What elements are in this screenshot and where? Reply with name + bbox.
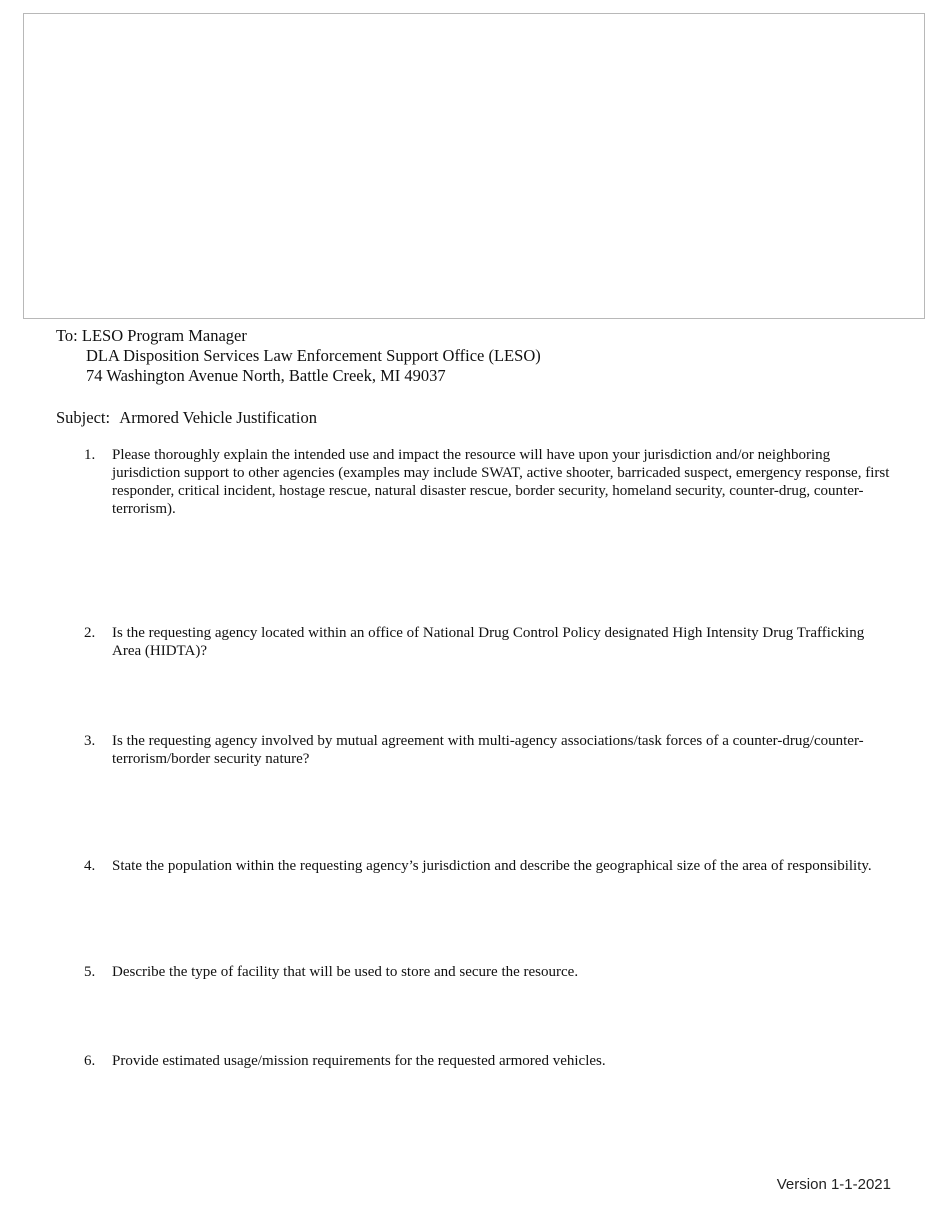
question-text: Describe the type of facility that will be used to store and secure the resource. bbox=[112, 964, 579, 980]
question-number: 5. bbox=[84, 964, 96, 980]
address-block bbox=[56, 326, 541, 386]
question-text: Is the requesting agency involved by mutual agreement with multi-agency associations/task forces of a counter-drug/counter-terrorism/border security nature? bbox=[112, 733, 864, 767]
question-item bbox=[84, 857, 896, 875]
question-item bbox=[84, 732, 896, 768]
letterhead-box bbox=[23, 13, 925, 319]
question-text: Provide estimated usage/mission requirements for the requested armored vehicles. bbox=[112, 1053, 606, 1069]
question-text: State the population within the requesting agency’s jurisdiction and describe the geographical size of the area of responsibility. bbox=[112, 858, 872, 874]
question-number: 3. bbox=[84, 733, 96, 749]
question-number: 4. bbox=[84, 858, 96, 874]
org-line: DLA Disposition Services Law Enforcement Support Office (LESO) bbox=[86, 346, 541, 365]
question-item bbox=[84, 1052, 896, 1070]
subject-label: Subject: bbox=[56, 408, 111, 427]
question-item bbox=[84, 446, 896, 518]
question-number: 2. bbox=[84, 625, 96, 641]
version-label: Version 1-1-2021 bbox=[776, 1176, 891, 1193]
subject-line bbox=[56, 408, 317, 428]
address-line: 74 Washington Avenue North, Battle Creek, MI 49037 bbox=[86, 366, 446, 385]
question-text: Please thoroughly explain the intended use and impact the resource will have upon your jurisdiction and/or neighboring jurisdiction support to other agencies (examples may include SWAT, active shooter, barricaded suspect, emergency response, first responder, critical incident, hostage rescue, natural disaster rescue, border security, homeland security, counter-drug, counter-terrorism). bbox=[112, 447, 890, 517]
subject-value: Armored Vehicle Justification bbox=[119, 408, 317, 427]
question-item bbox=[84, 963, 896, 981]
question-number: 1. bbox=[84, 447, 96, 463]
question-text: Is the requesting agency located within an office of National Drug Control Policy designated High Intensity Drug Trafficking Area (HIDTA)? bbox=[112, 625, 865, 659]
question-item bbox=[84, 624, 896, 660]
to-line: To: LESO Program Manager bbox=[56, 326, 247, 345]
question-number: 6. bbox=[84, 1053, 96, 1069]
